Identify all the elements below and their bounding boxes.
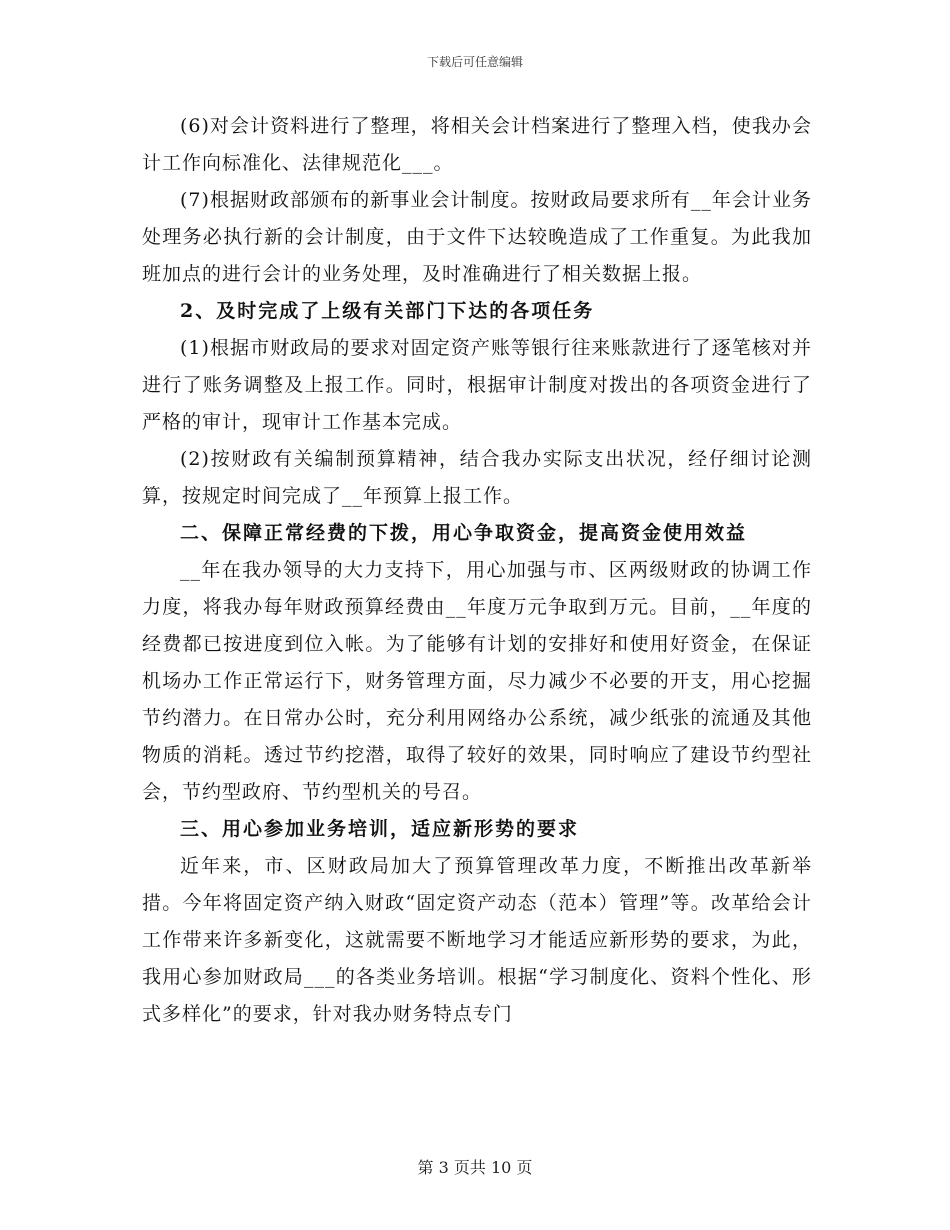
- paragraph: (6)对会计资料进行了整理，将相关会计档案进行了整理入档，使我办会计工作向标准化、法律规范化___。: [142, 115, 812, 174]
- page-footer: 第 3 页共 10 页: [417, 1158, 533, 1177]
- page-header: 下载后可任意编辑: [426, 55, 523, 69]
- paragraph: (7)根据财政部颁布的新事业会计制度。按财政局要求所有__年会计业务处理务必执行新的会计制度，由于文件下达较晚造成了工作重复。为此我加班加点的进行会计的业务处理，及时准确进行了相关数据上报。: [142, 189, 812, 285]
- document-body: [142, 108, 812, 1033]
- section-heading: 2、及时完成了上级有关部门下达的各项任务: [180, 300, 595, 322]
- paragraph: 近年来，市、区财政局加大了预算管理改革力度，不断推出改革新举措。今年将固定资产纳入财政“固定资产动态（范本）管理”等。改革给会计工作带来许多新变化，这就需要不断地学习才能适应新形势的要求，为此，我用心参加财政局___的各类业务培训。根据“学习制度化、资料个性化、形式多样化”的要求，针对我办财务特点专门: [142, 855, 812, 1025]
- section-heading: 三、用心参加业务培训，适应新形势的要求: [180, 818, 580, 840]
- paragraph: (1)根据市财政局的要求对固定资产账等银行往来账款进行了逐笔核对并进行了账务调整及上报工作。同时，根据审计制度对拨出的各项资金进行了严格的审计，现审计工作基本完成。: [142, 337, 812, 433]
- paragraph: __年在我办领导的大力支持下，用心加强与市、区两级财政的协调工作力度，将我办每年财政预算经费由__年度万元争取到万元。目前，__年度的经费都已按进度到位入帐。为了能够有计划的安排好和使用好资金，在保证机场办工作正常运行下，财务管理方面，尽力减少不必要的开支，用心挖掘节约潜力。在日常办公时，充分利用网络办公系统，减少纸张的流通及其他物质的消耗。透过节约挖潜，取得了较好的效果，同时响应了建设节约型社会，节约型政府、节约型机关的号召。: [142, 559, 812, 803]
- paragraph: (2)按财政有关编制预算精神，结合我办实际支出状况，经仔细讨论测算，按规定时间完成了__年预算上报工作。: [142, 448, 812, 507]
- section-heading: 二、保障正常经费的下拨，用心争取资金，提高资金使用效益: [180, 522, 748, 544]
